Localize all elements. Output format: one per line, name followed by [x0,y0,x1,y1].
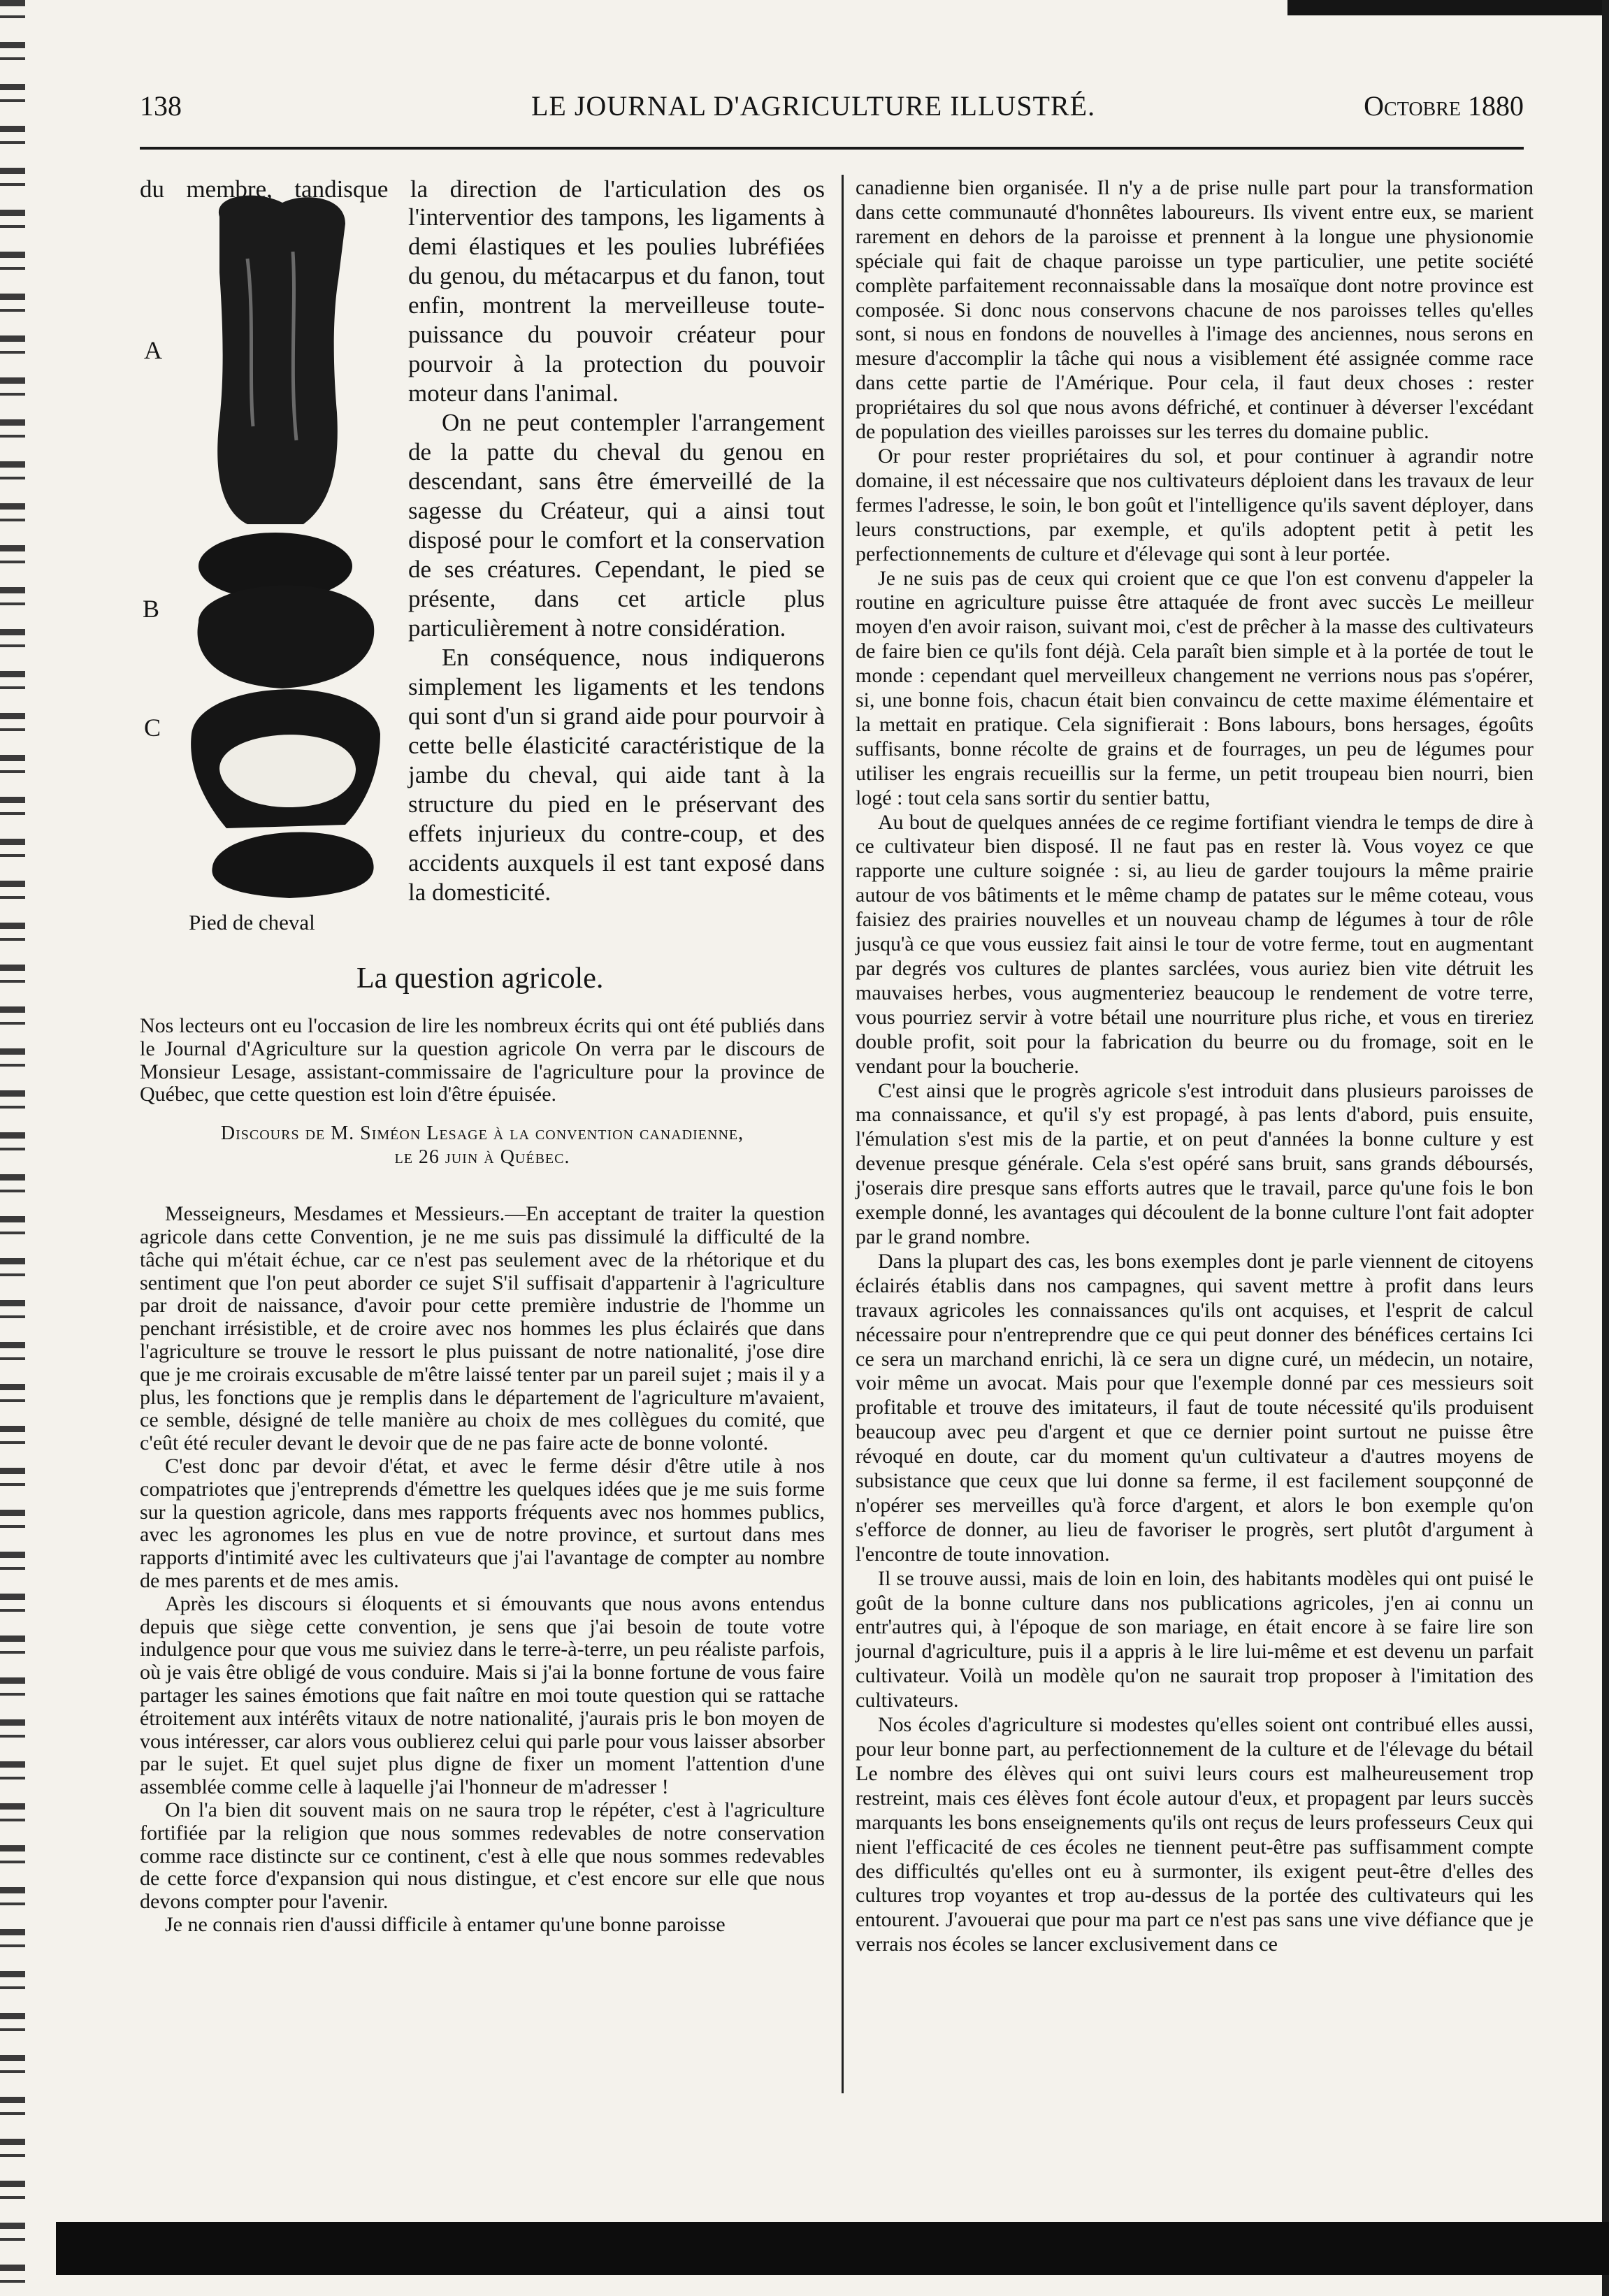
right-column-body [856,176,1534,1957]
horse-foot-figure [143,175,398,909]
speech-paragraph: On l'a bien dit souvent mais on ne saura trop le répéter, c'est à l'agriculture fortifiée par la religion que nous sommes redevables de notre conservation comme race distincte sur ce continent, c'est à elle que nous sommes redevables de cette force d'expansion qui nous distingue, et c'est encore sur elle que nous devons compter pour l'avenir. [140,1798,825,1914]
speech-title-line: Discours de M. Siméon Lesage à la convention canadienne, [220,1122,744,1145]
speech-paragraph: C'est ainsi que le progrès agricole s'est introduit dans plusieurs paroisses de ma connaissance, et qu'il s'y est propagé, à pas lents d'abord, puis ensuite, l'émulation s'est mis de la partie, et on peut d'années la bonne culture y est devenue presque générale. Cela s'est opéré sans bruit, sans grands déboursés, j'oserais dire presque sans efforts autres que le travail, parce qu'une fois le bon exemple donné, les avantages qui découlent de la bonne culture l'ont fait adopter par le grand nombre. [856,1078,1534,1248]
speech-paragraph: Messeigneurs, Mesdames et Messieurs.—En acceptant de traiter la question agricole dans cette Convention, je ne me suis pas dissimulé la difficulté de la tâche qui m'était échue, car ce n'est pas seulement avec de la rhétorique et du sentiment que l'on peut aborder ce sujet S'il suffisait d'appartenir à l'agriculture par droit de naissance, d'avoir pour cette première industrie de l'homme un penchant irrésistible, et de croire avec nos hommes les plus éclairés que dans l'agriculture se trouve le ressort le plus puissant de notre nationalité, j'ose dire que je me croirais excusable de m'être laissé tenter par un pareil sujet ; mais il y a plus, les fonctions que je remplis dans le département de l'agriculture m'avaient, ce semble, désigné de telle manière au choix de mes collègues du comité, que c'eût été reculer devant le devoir que de ne pas faire acte de bonne volonté. [140,1202,825,1455]
intro-paragraph: l'interventior des tampons, les ligaments à demi élastiques et les poulies lubréfiées du genou, du métacarpus et du fanon, tout enfin, montrent la merveilleuse toute-puissance du pouvoir créateur pour pourvoir à la protection du pouvoir moteur dans l'animal. [408,203,825,407]
header-rule [140,147,1524,150]
scan-edge-left [0,0,25,2296]
intro-paragraph: En conséquence, nous indiquerons simplement les ligaments et les tendons qui sont d'un si grand aide pour pourvoir à cette belle élasticité caractéristique de la jambe du cheval, qui aide tant à la structure du pied en le préservant des effets injurieux du contre-coup, et des accidents auxquels il est tant exposé dans la domesticité. [408,644,825,906]
speech-title [140,1122,825,1169]
scan-edge-right [1602,0,1609,2296]
speech-paragraph: C'est donc par devoir d'état, et avec le ferme désir d'être utile à nos compatriotes que j'entreprends d'émettre les quelques idées que je me suis forme sur la question agricole, dans mes rapports fréquents avec nos hommes publics, avec les agronomes les plus en vue de notre province, et surtout dans mes rapports d'intimité avec les cultivateurs que j'ai l'avantage de compter au nombre de mes parents et de mes amis. [140,1454,825,1592]
figure-letter-a: A [144,336,162,364]
column-rule [842,175,844,2093]
scan-edge-bottom [56,2222,1609,2275]
figure-wrap-text [408,203,825,907]
speech-title-line: le 26 juin à Québec. [394,1146,570,1169]
figure-letter-c: C [144,714,161,742]
left-column-body [140,1015,825,1937]
speech-paragraph: Il se trouve aussi, mais de loin en loin, des habitants modèles qui ont puisé le goût de la bonne culture dans nos publications agricoles, j'en ai connu un entr'autres qui, à l'époque de son mariage, en était encore à se faire lire son journal d'agriculture, puis il a appris à le lire lui-même et est devenu un parfait cultivateur. Voilà un modèle qu'on ne saurait trop proposer à l'imitation des cultivateurs. [856,1566,1534,1712]
horse-foot-illustration [171,175,398,909]
speech-paragraph: Je ne connais rien d'aussi difficile à entamer qu'une bonne paroisse [165,1912,726,1936]
speech-paragraph: canadienne bien organisée. Il n'y a de prise nulle part pour la transformation dans cette communauté d'honnêtes laboureurs. Ils vivent entre eux, se marient rarement en dehors de la paroisse et prennent à la longue une physionomie spéciale qui fait de chaque paroisse un type particulier, une petite société complète parfaitement reconnaissable dans la mosaïque dont notre province est composée. Si donc nous conservons chacune de nos paroisses telles qu'elles sont, si nous en fondons de nouvelles à l'image des anciennes, nous serons en mesure d'accomplir la tâche qui nous a visiblement été assignée comme race dans cette partie de l'Amérique. Pour cela, il faut deux choses : rester propriétaires du sol que nous avons défriché, et continuer à déverser l'excédant de population des vieilles paroisses sur les terres du domaine public. [856,176,1534,444]
figure-caption: Pied de cheval [189,910,315,934]
issue-date: Octobre 1880 [1364,90,1524,122]
speech-paragraph: Or pour rester propriétaires du sol, et pour continuer à agrandir notre domaine, il est nécessaire que nos cultivateurs déploient dans les travaux de leur fermes l'adresse, le soin, le bon goût et l'intelligence qu'ils savent déployer, dans leurs constructions, par exemple, et qu'ils adoptent petit à petit les perfectionnements de culture et d'élevage qui sont à leur portée. [856,444,1534,565]
speech-paragraph: Je ne suis pas de ceux qui croient que ce que l'on est convenu d'appeler la routine en agriculture puisse être attaquée de front avec succès Le meilleur moyen d'en avoir raison, suivant moi, c'est de prêcher à la masse des cultivateurs de faire bien ce qu'ils font déjà. Cela paraît bien simple et à la portée de tout le monde : cependant quel merveilleux changement ne verrions nous pas s'opérer, si, une bonne fois, chacun était bien convaincu de cette maxime élémentaire et la mettait en pratique. Cela signifierait : Bons labours, bons hersages, égoûts suffisants, bonne récolte de grains et de fourrages, un peu de légumes pour utiliser les engrais recueillis sur la ferme, un petit troupeau bien nourri, bien logé : tout cela sans sortir du sentier battu, [856,566,1534,809]
journal-title: LE JOURNAL D'AGRICULTURE ILLUSTRÉ. [531,90,1096,122]
editor-note: Nos lecteurs ont eu l'occasion de lire les nombreux écrits qui ont été publiés dans le Journal d'Agriculture sur la question agricole On verra par le discours de Monsieur Lesage, assistant-commissaire de l'agriculture pour la province de Québec, que cette question est loin d'être épuisée. [140,1014,825,1106]
page-number: 138 [140,90,182,122]
speech-paragraph: Dans la plupart des cas, les bons exemples dont je parle viennent de citoyens éclairés établis dans nos campagnes, qui savent mettre à profit dans leurs travaux agricoles les connaissances qu'ils ont acquises, et l'esprit de calcul nécessaire pour n'entreprendre que ce qui peut donner des bénéfices certains Ici ce sera un marchand enrichi, là ce sera un digne curé, un médecin, un notaire, voir même un avocat. Mais pour que l'exemple donné par ces messieurs soit profitable et trouve des imitateurs, il faut de toute nécessité qu'ils produisent beaucoup avec peu d'argent et que ce dernier point surtout ne puisse être révoqué en doute, car du moment qu'un cultivateur a d'autres moyens de subsistance que ceux que lui donne sa ferme, il est facilement soupçonné de n'opérer ses merveilles qu'à force d'argent, et alors le bon exemple qu'on s'efforce de donner, au lieu de favoriser le progrès, sert plutôt d'argument à l'encontre de toute innovation. [856,1249,1534,1566]
scan-edge-top [1287,0,1609,15]
figure-letter-b: B [143,595,160,623]
speech-paragraph: Après les discours si éloquents et si émouvants que nous avons entendus depuis que siège cette convention, je sens que j'ai besoin de toute votre indulgence pour que vous me suiviez dans le terre-à-terre, un peu réaliste parfois, où je vais être obligé de vous conduire. Mais si j'ai la bonne fortune de vous faire partager les saines émotions que fait naître en moi toute question qui se rattache étroitement aux intérêts vitaux de notre nationalité, j'aurais pris le bon moyen de vous intéresser, car alors vous oublierez celui qui parle pour vous laisser absorber par le sujet. Et quel sujet plus digne de fixer un moment l'attention d'une assemblée comme celle à laquelle j'ai l'honneur de m'adresser ! [140,1591,825,1799]
intro-lead-line: du membre, tandisque la direction de l'articulation des os [140,175,825,203]
speech-paragraph: Au bout de quelques années de ce regime fortifiant viendra le temps de dire à ce cultivateur bien disposé. Il ne faut pas en rester là. Vous voyez ce que rapporte une culture soignée : si, au lieu de garder toujours la même prairie autour de vos bâtiments et le même champ de patates sur le même coteau, vous faisiez des prairies nouvelles et un nouveau champ de légumes à tour de rôle jusqu'à ce que vous eussiez fait ainsi le tour de votre ferme, tout en augmentant par degrés vos cultures de plantes sarclées, vous auriez bien vite détruit les mauvaises herbes, vous augmenteriez beaucoup le rendement de votre terre, vous pourriez servir à votre bétail une nourriture plus riche, et vous en tireriez double profit, soit pour la fabrication du beurre ou du fromage, soit en le vendant pour la boucherie. [856,810,1534,1078]
speech-paragraph: Nos écoles d'agriculture si modestes qu'elles soient ont contribué elles aussi, pour leur bonne part, au perfectionnement de la culture et de l'élevage du bétail Le nombre des élèves qui ont suivi leurs cours est malheureusement trop restreint, mais ces élèves font école autour d'eux, et propagent par leurs succès marquants les bons enseignements qu'ils ont reçus de leurs professeurs Ceux qui nient l'efficacité de ces écoles ne tiennent peut-être pas suffisamment compte des difficultés qu'elles ont eu à surmonter, ils exigent peut-être d'elles des cultures trop voyantes et trop au-dessus de la portée des cultivateurs qui les entourent. J'avouerai que pour ma part ce n'est pas sans une vive défiance que je verrais nos écoles se lancer exclusivement dans ce [856,1713,1534,1956]
running-head [140,89,1524,131]
intro-paragraph: On ne peut contempler l'arrangement de la patte du cheval du genou en descendant, sans être émerveillé de la sagesse du Créateur, qui a ainsi tout disposé pour le comfort et la conservation de ses créatures. Cependant, le pied se présente, dans cet article plus particulièrement à notre considération. [408,409,825,642]
section-heading: La question agricole. [356,962,604,995]
